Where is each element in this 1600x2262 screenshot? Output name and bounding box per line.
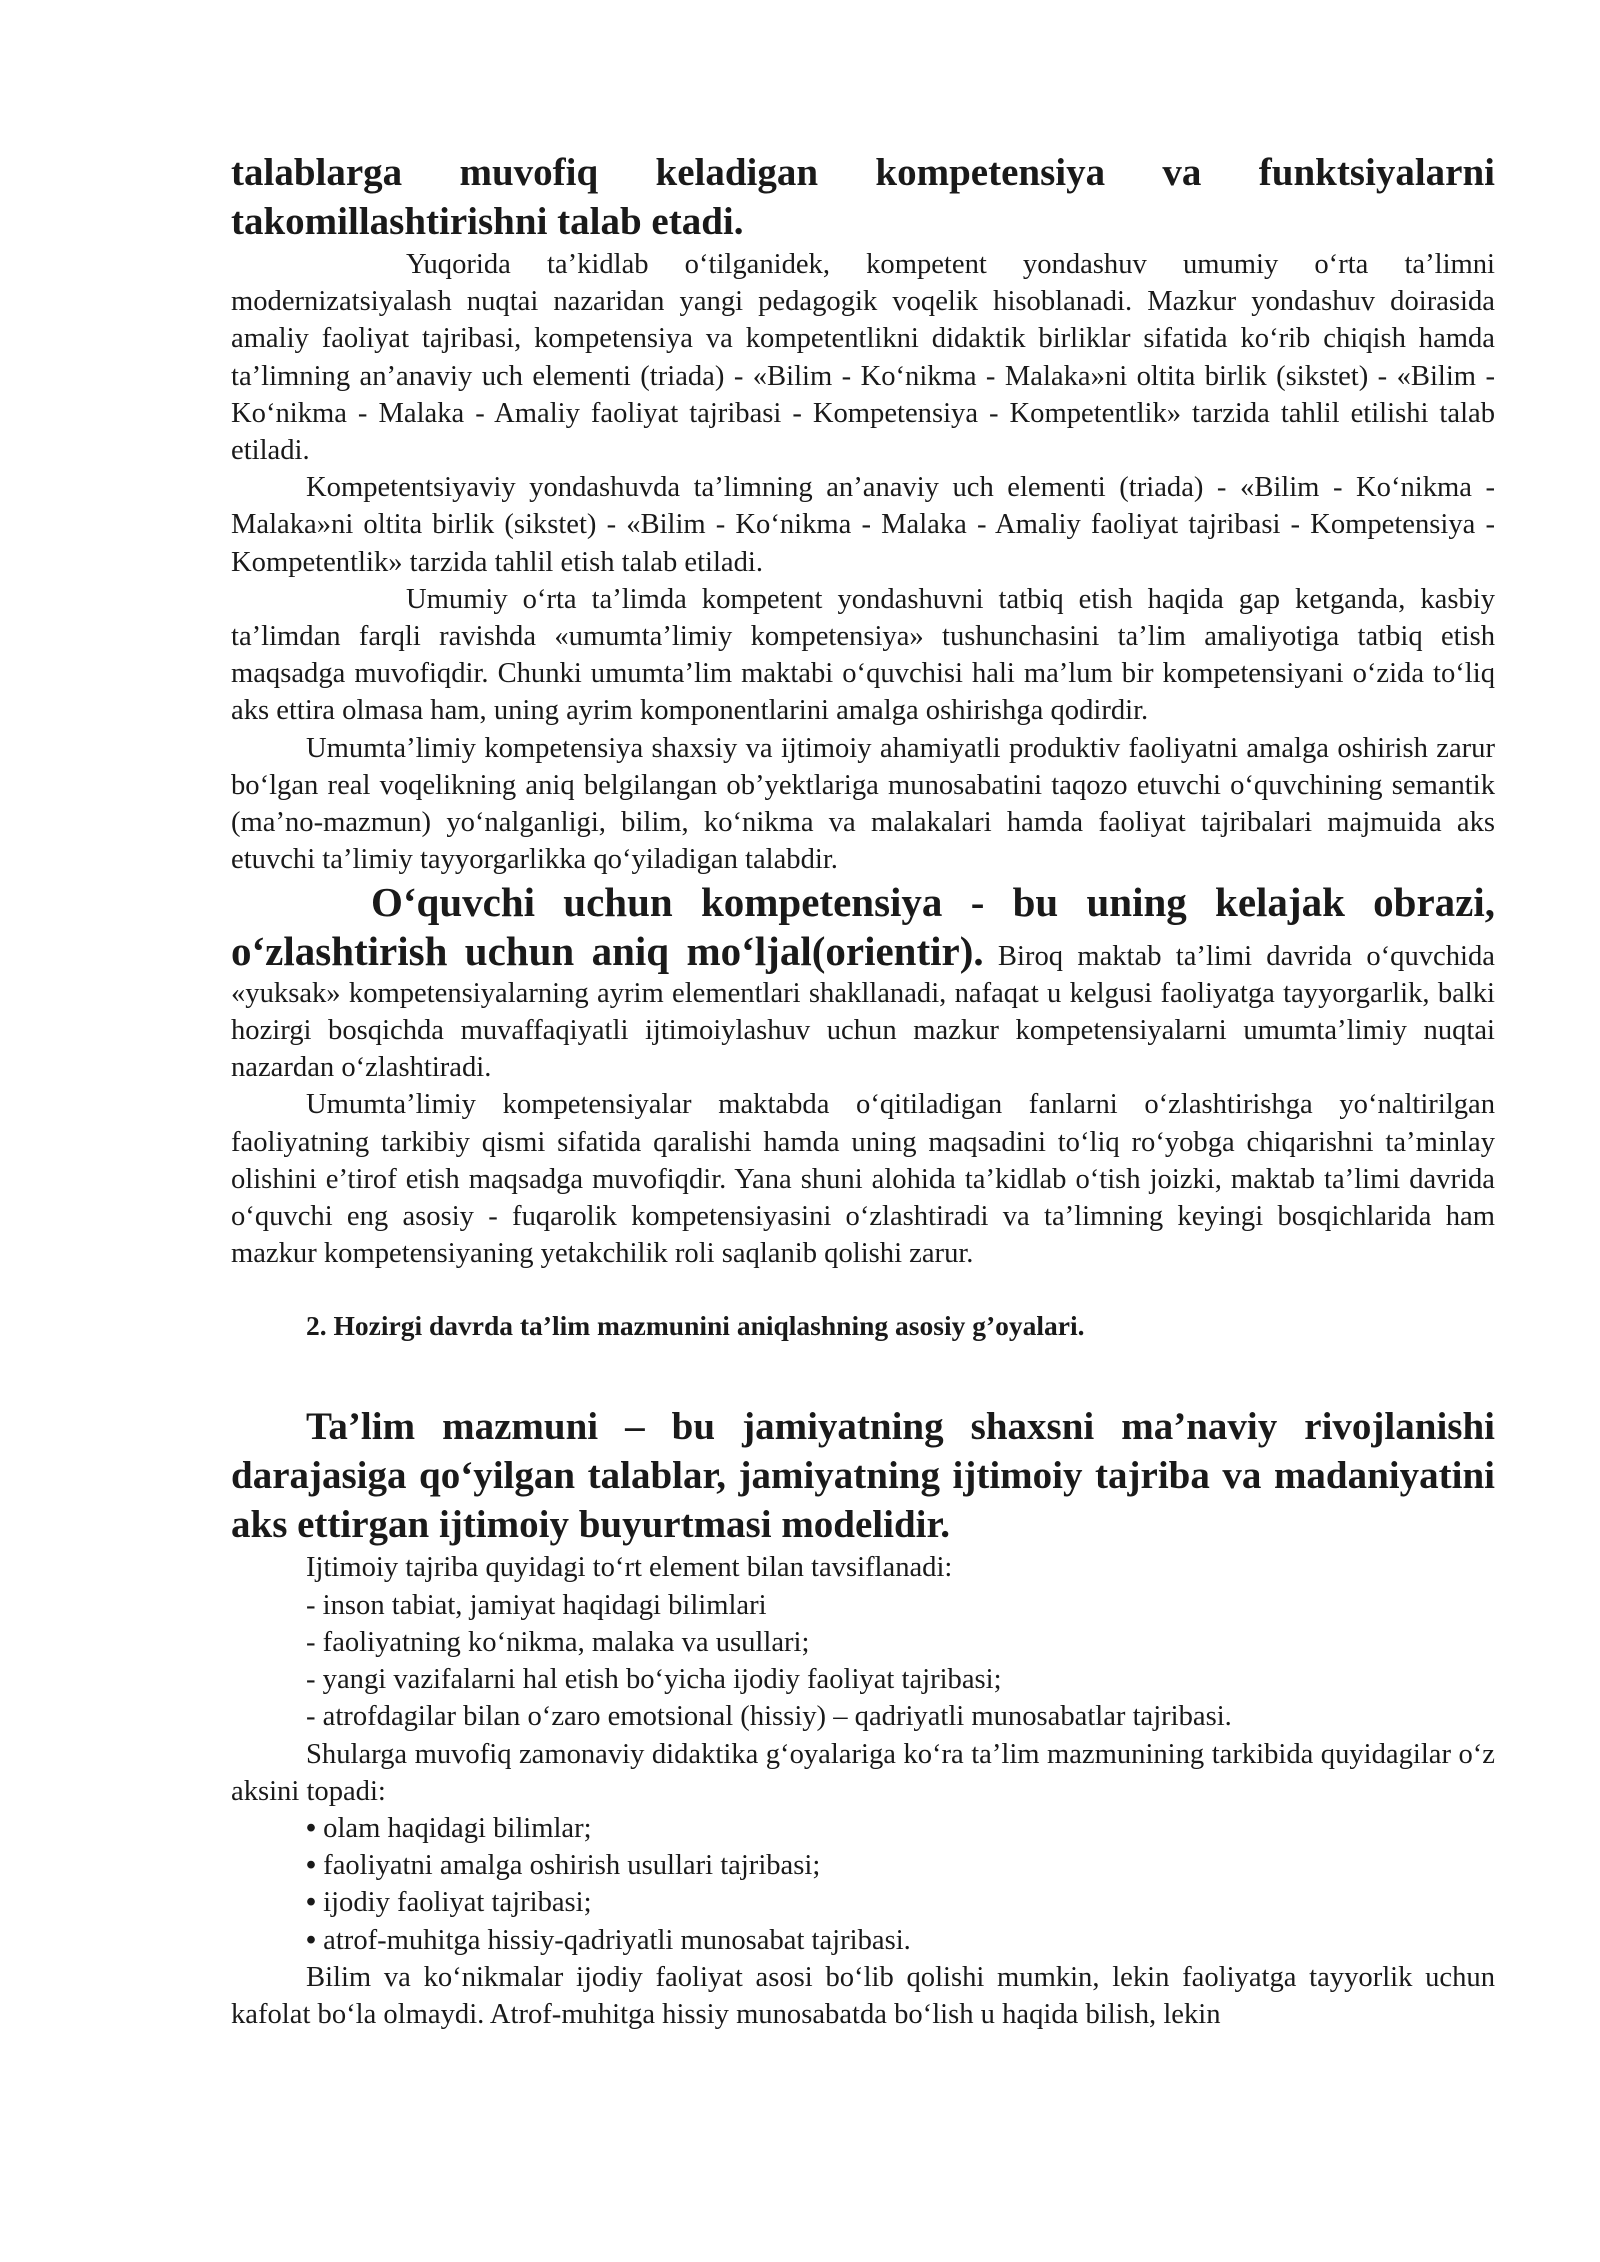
list-item-text: ijodiy faoliyat tajribasi;	[323, 1887, 592, 1919]
list-item	[231, 1810, 1495, 1847]
definition-heading: Ta’lim mazmuni – bu jamiyatning shaxsni ma’naviy rivojlanishi darajasiga qo‘yilgan talablar, jamiyatning ijtimoiy tajriba va madaniyatini aks ettirgan ijtimoiy buyurtmasi modelidir.	[231, 1405, 1495, 1547]
section-heading: 2. Hozirgi davrda ta’lim mazmunini aniqlashning asosiy g’oyalari.	[306, 1310, 1085, 1342]
paragraph-3: Umumiy o‘rta ta’limda kompetent yondashuvni tatbiq etish haqida gap ketganda, kasbiy ta’limdan farqli ravishda «umumta’limiy kompetensiya» tushunchasini ta’lim amaliyotiga tatbiq etish maqsadga muvofiqdir. Chunki umumta’lim maktabi o‘quvchisi hali ma’lum bir kompetensiyani o‘zida to‘liq aks ettira olmasa ham, uning ayrim komponentlarini amalga oshirishga qodirdir.	[231, 583, 1495, 727]
paragraph-6: Umumta’limiy kompetensiyalar maktabda o‘qitiladigan fanlarni o‘zlashtirishga yo‘naltirilgan faoliyatning tarkibiy qismi sifatida qaralishi hamda uning maqsadini to‘liq ro‘yobga chiqarishni ta’minlay olishini e’tirof etish maqsadga muvofiqdir. Yana shuni alohida ta’kidlab o‘tish joizki, maktab ta’limi davrida o‘quvchi eng asosiy - fuqarolik kompetensiyasini o‘zlashtiradi va ta’limning keyingi bosqichlarida ham mazkur kompetensiyaning yetakchilik roli saqlanib qolishi zarur.	[231, 1089, 1495, 1270]
list-item: - yangi vazifalarni hal etish bo‘yicha ijodiy faoliyat tajribasi;	[306, 1664, 1002, 1696]
paragraph-2: Kompetentsiyaviy yondashuvda ta’limning an’anaviy uch elementi (triada) - «Bilim - Ko‘nikma - Malaka»ni oltita birlik (sikstet) - «Bilim - Ko‘nikma - Malaka - Amaliy faoliyat tajribasi - Kompetensiya - Kompetentlik» tarzida tahlil etish talab etiladi.	[231, 472, 1495, 578]
list-item	[231, 1847, 1495, 1884]
list-item-text: atrof-muhitga hissiy-qadriyatli munosabat tajribasi.	[323, 1924, 911, 1956]
paragraph-1: Yuqorida ta’kidlab o‘tilganidek, kompetent yondashuv umumiy o‘rta ta’limni modernizatsiyalash nuqtai nazaridan yangi pedagogik voqelik hisoblanadi. Mazkur yondashuv doirasida amaliy faoliyat tajribasi, kompetensiya va kompetentlikni didaktik birliklar sifatida ko‘rib chiqish hamda ta’limning an’anaviy uch elementi (triada) - «Bilim - Ko‘nikma - Malaka»ni oltita birlik (sikstet) - «Bilim - Ko‘nikma - Malaka - Amaliy faoliyat tajribasi - Kompetensiya - Kompetentlik» tarzida tahlil etilishi talab etiladi.	[231, 249, 1495, 467]
paragraph-4: Umumta’limiy kompetensiya shaxsiy va ijtimoiy ahamiyatli produktiv faoliyatni amalga oshirish zarur bo‘lgan real voqelikning aniq belgilangan ob’yektlariga munosabatini taqozo etuvchi o‘quvchining semantik (ma’no-mazmun) yo‘nalganligi, bilim, ko‘nikma va malakalari hamda faoliyat tajribalari majmuida aks etuvchi ta’limiy tayyorgarlikka qo‘yiladigan talabdir.	[231, 732, 1495, 876]
paragraph-5-text: Biroq maktab ta’limi davrida o‘quvchida «yuksak» kompetensiyalarning ayrim elementlari shakllanadi, nafaqat u kelgusi faoliyatga tayyorgarlik, balki hozirgi bosqichda muvaffaqiyatli ijtimoiylashuv uchun mazkur kompetensiyalarni umumta’limiy nuqtai nazardan o‘zlashtiradi.	[231, 940, 1495, 1084]
list-item: - inson tabiat, jamiyat haqidagi bilimlari	[306, 1589, 767, 1621]
competence-image-statement: O‘quvchi uchun kompetensiya - bu uning kelajak obrazi, o‘zlashtirish uchun aniq mo‘ljal(orientir).	[231, 879, 1495, 974]
paragraph-9: Bilim va ko‘nikmalar ijodiy faoliyat asosi bo‘lib qolishi mumkin, lekin faoliyatga tayyorlik uchun kafolat bo‘la olmaydi. Atrof-muhitga hissiy munosabatda bo‘lish u haqida bilish, lekin	[231, 1961, 1495, 2030]
list-item: - atrofdagilar bilan o‘zaro emotsional (hissiy) – qadriyatli munosabatlar tajribasi.	[306, 1701, 1232, 1733]
paragraph-7: Ijtimoiy tajriba quyidagi to‘rt element bilan tavsiflanadi:	[306, 1552, 953, 1584]
paragraph-8: Shularga muvofiq zamonaviy didaktika g‘oyalariga ko‘ra ta’lim mazmunining tarkibida quyidagilar o‘z aksini topadi:	[231, 1738, 1495, 1807]
heading-continuation: talablarga muvofiq keladigan kompetensiya va funktsiyalarni takomillashtirishni talab etadi.	[231, 151, 1495, 243]
list-item: - faoliyatning ko‘nikma, malaka va usullari;	[306, 1626, 810, 1658]
list-item	[231, 1884, 1495, 1921]
bullet-list	[231, 1810, 1495, 1959]
paragraph-5	[231, 878, 1495, 1086]
list-item	[231, 1922, 1495, 1959]
document-page	[231, 148, 1495, 2033]
list-item-text: faoliyatni amalga oshirish usullari tajribasi;	[323, 1850, 821, 1882]
dash-list	[231, 1587, 1495, 1736]
list-item-text: olam haqidagi bilimlar;	[323, 1812, 592, 1844]
